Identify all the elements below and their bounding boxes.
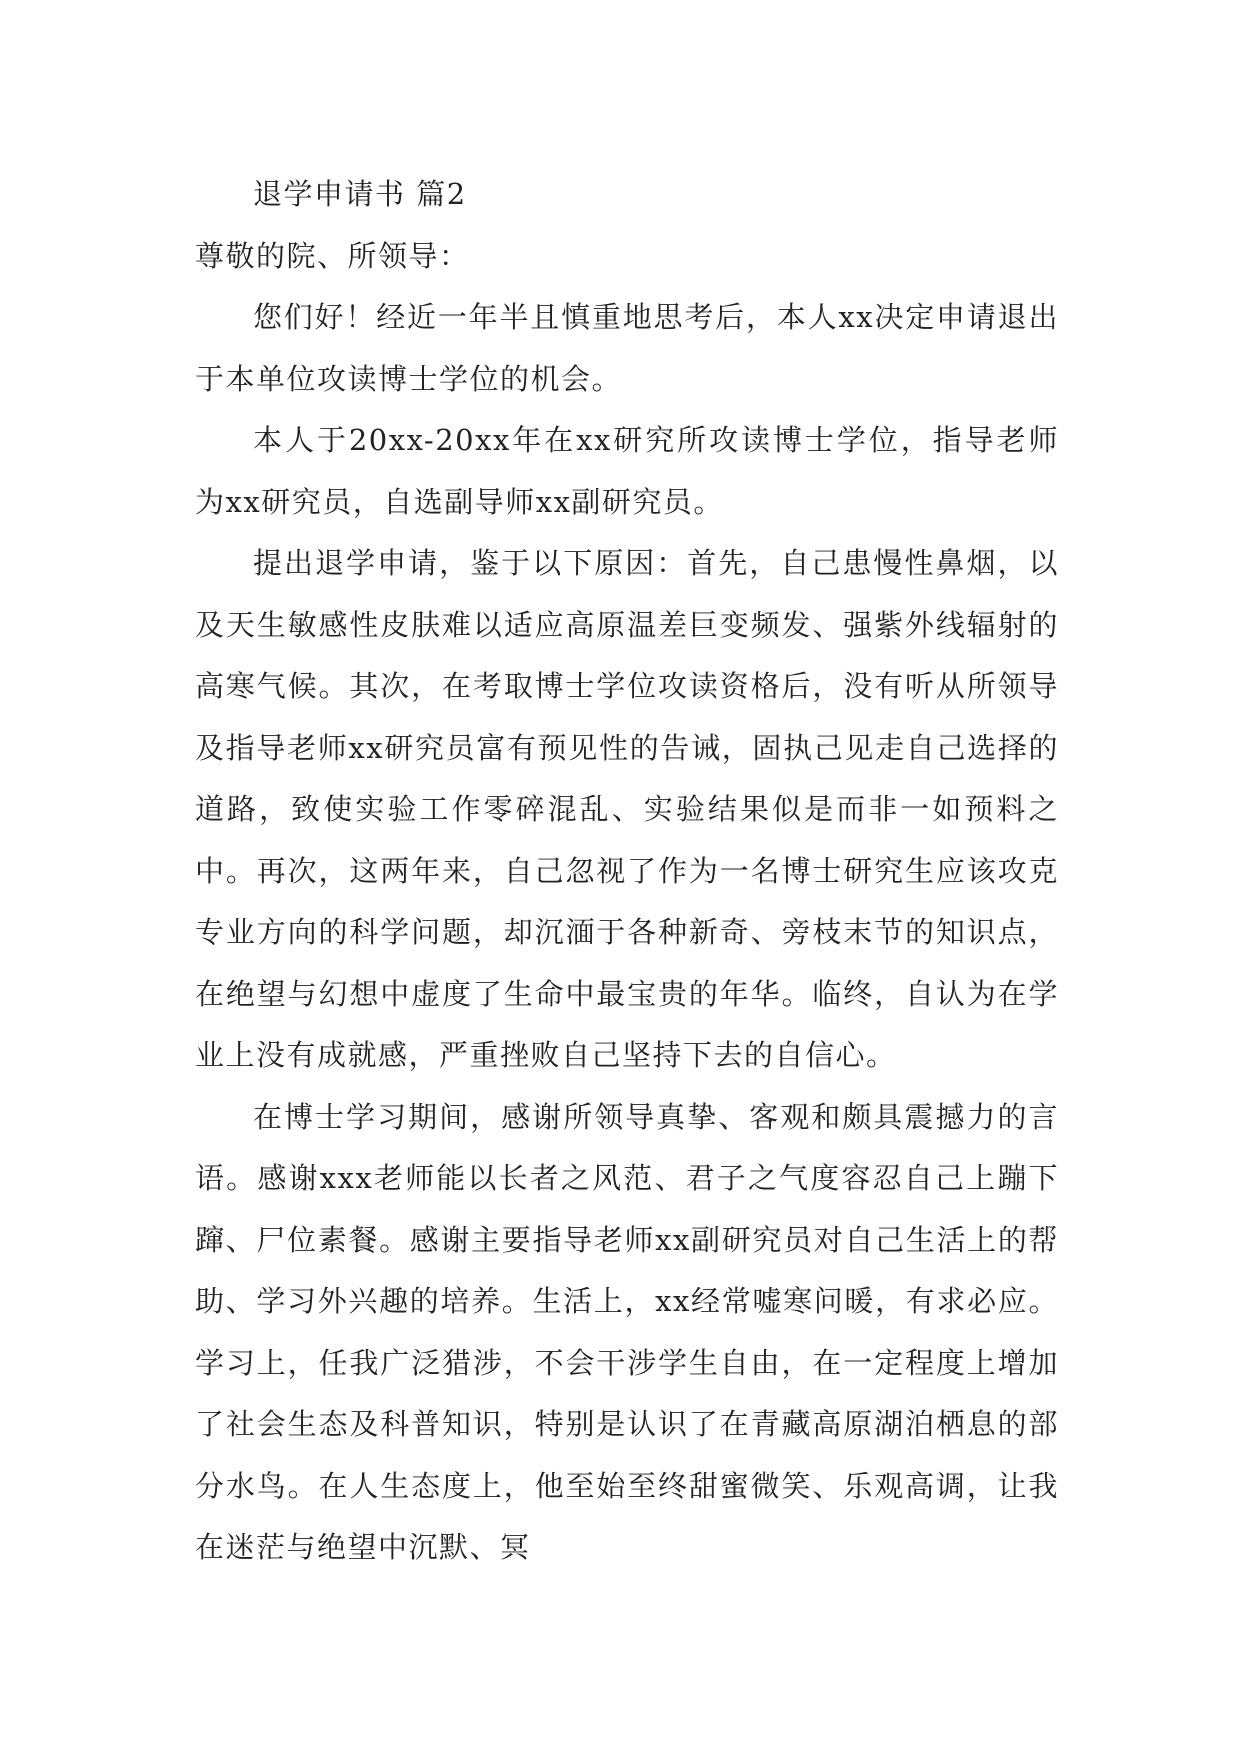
paragraph-greeting: 您们好！经近一年半且慎重地思考后，本人xx决定申请退出于本单位攻读博士学位的机会。 (195, 300, 1059, 396)
paragraph-reasons: 提出退学申请，鉴于以下原因：首先，自己患慢性鼻烟，以及天生敏感性皮肤难以适应高原温差巨变频发、强紫外线辐射的高寒气候。其次，在考取博士学位攻读资格后，没有听从所领导及指导老师xx研究员富有预见性的告诫，固执己见走自己选择的道路，致使实验工作零碎混乱、实验结果似是而非一如预料之中。再次，这两年来，自己忽视了作为一名博士研究生应该攻克专业方向的科学问题，却沉湎于各种新奇、旁枝末节的知识点，在绝望与幻想中虚度了生命中最宝贵的年华。临终，自认为在学业上没有成就感，严重挫败自己坚持下去的自信心。 (195, 546, 1059, 1072)
paragraph-background: 本人于20xx-20xx年在xx研究所攻读博士学位，指导老师为xx研究员，自选副导师xx副研究员。 (195, 423, 1059, 519)
salutation: 尊敬的院、所领导： (195, 238, 470, 273)
document-title: 退学申请书 篇2 (253, 177, 467, 211)
document-body (195, 164, 1059, 1579)
paragraph-thanks: 在博士学习期间，感谢所领导真挚、客观和颇具震撼力的言语。感谢xxx老师能以长者之风范、君子之气度容忍自己上蹦下蹿、尸位素餐。感谢主要指导老师xx副研究员对自己生活上的帮助、学习外兴趣的培养。生活上，xx经常嘘寒问暖，有求必应。学习上，任我广泛猎涉，不会干涉学生自由，在一定程度上增加了社会生态及科普知识，特别是认识了在青藏高原湖泊栖息的部分水鸟。在人生态度上，他至始至终甜蜜微笑、乐观高调，让我在迷茫与绝望中沉默、冥 (195, 1099, 1059, 1564)
